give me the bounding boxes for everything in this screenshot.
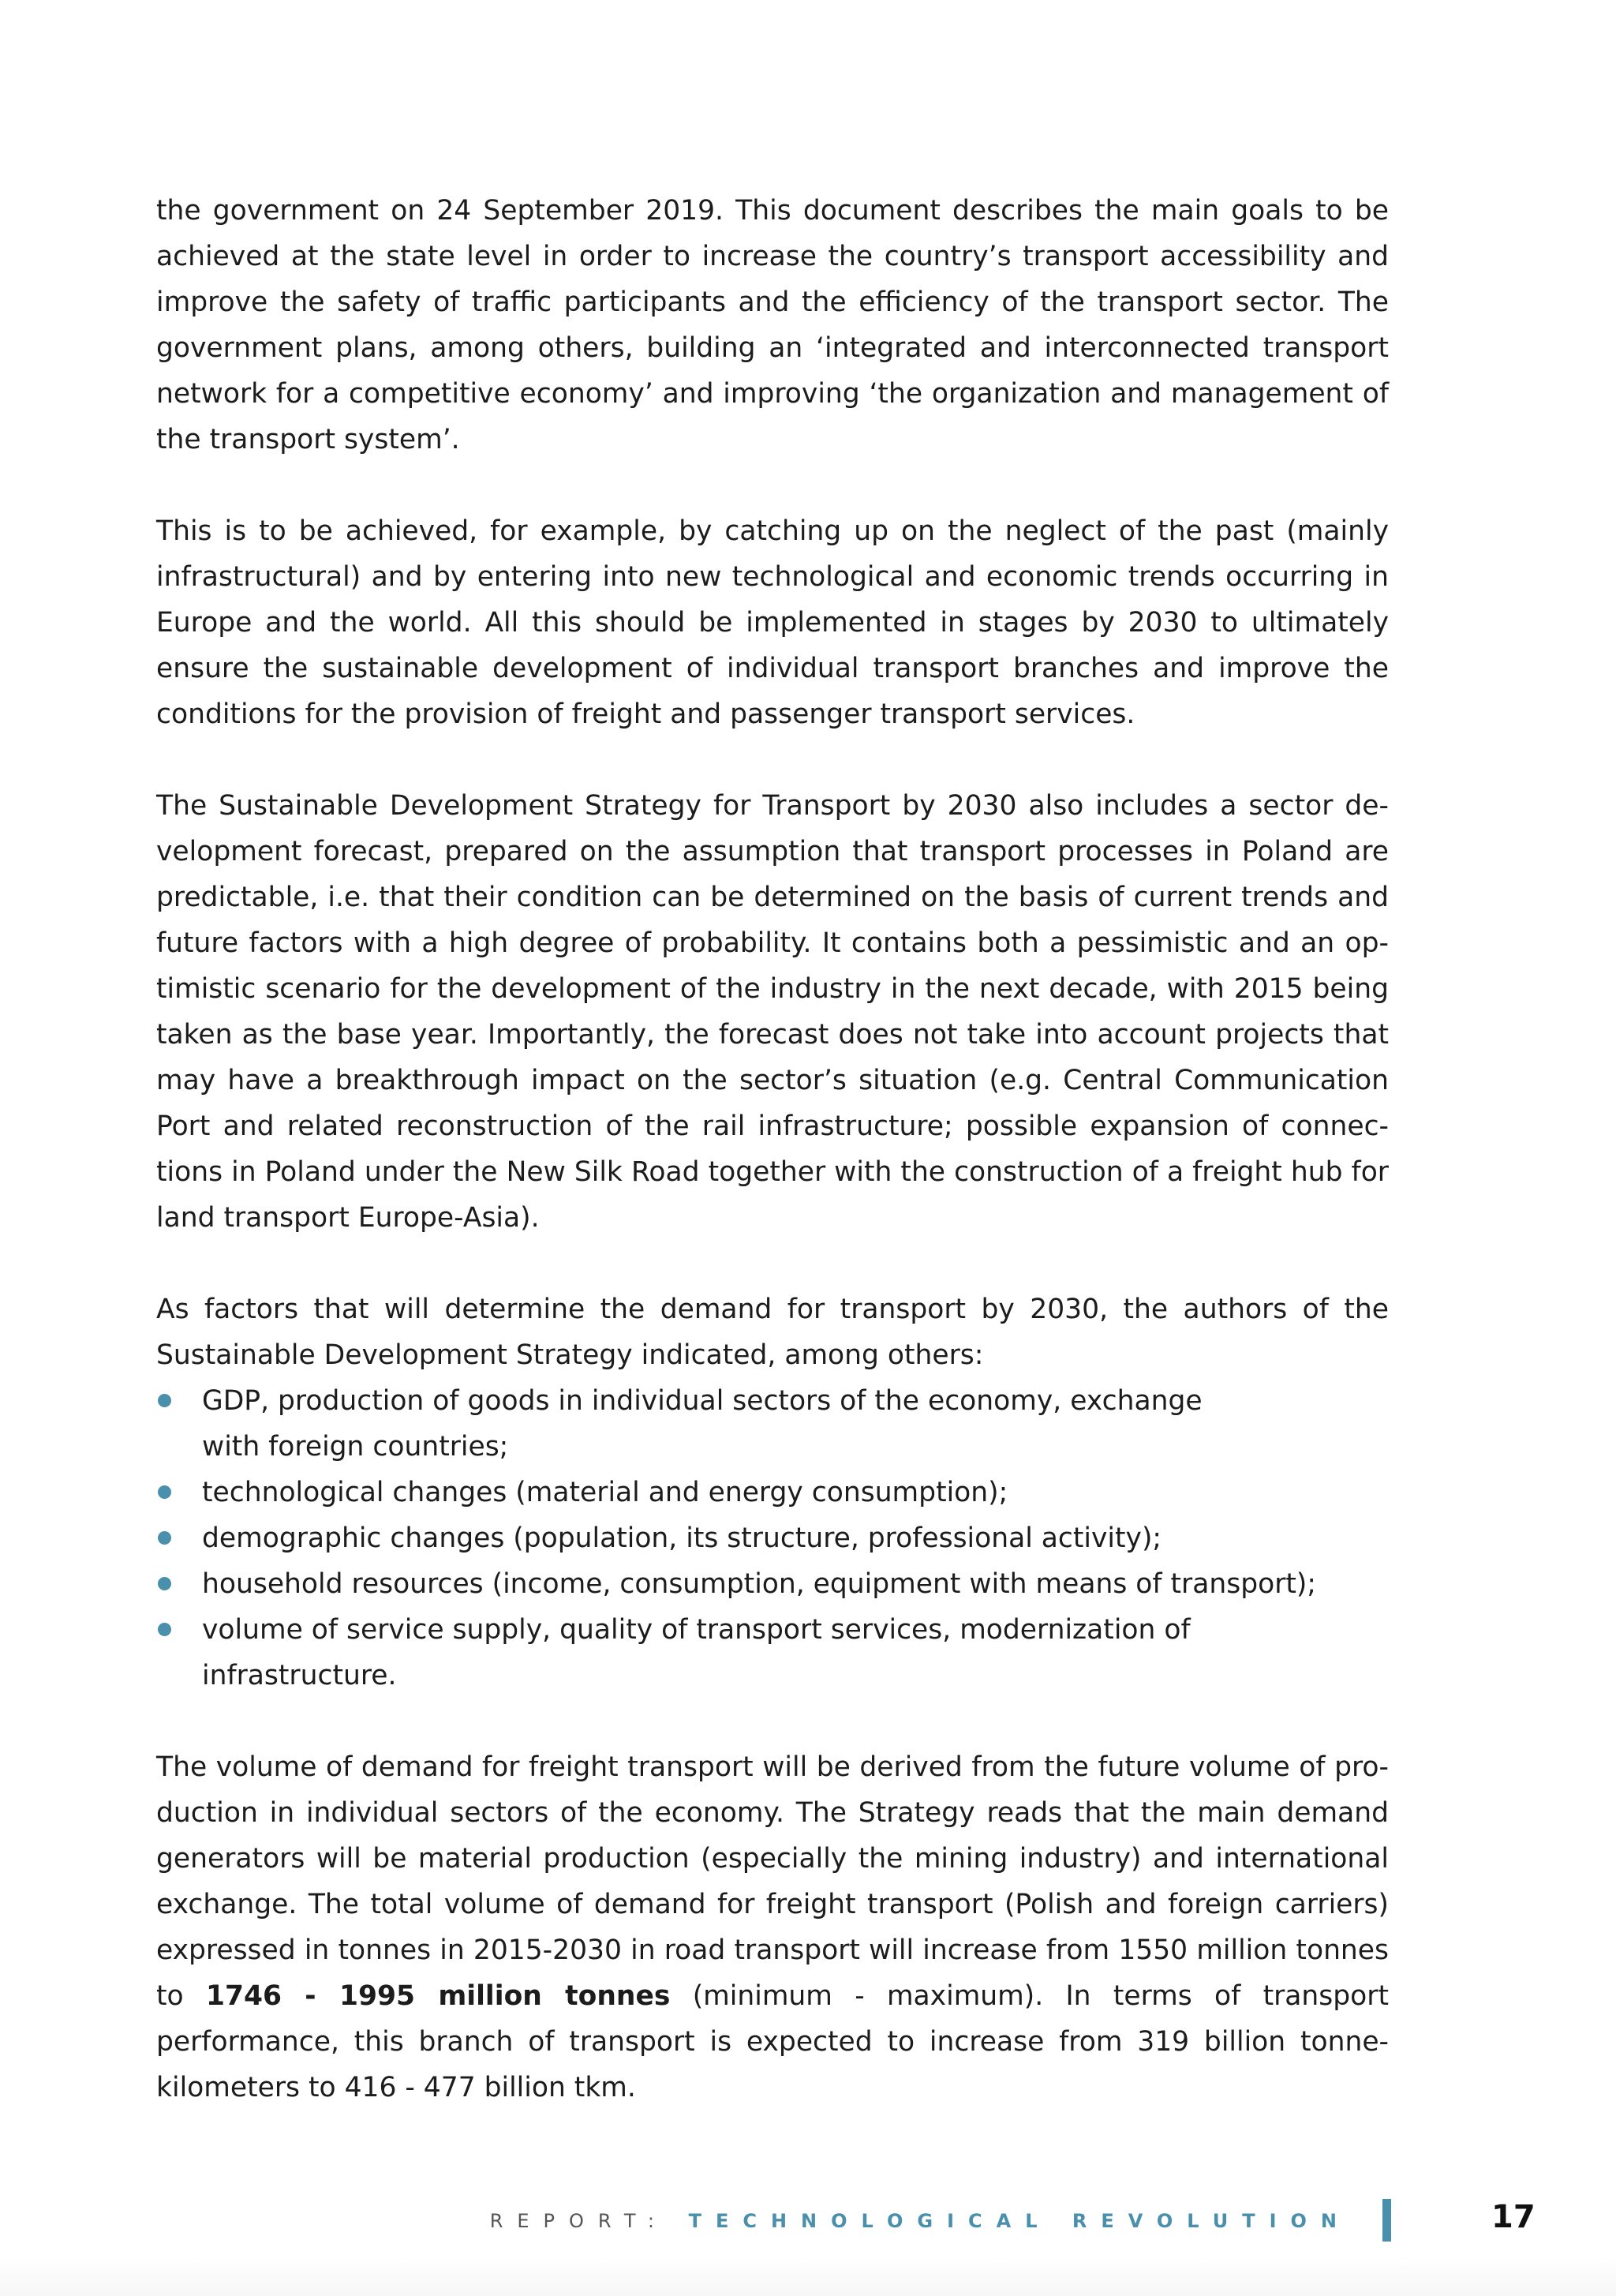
paragraph-5-start: The volume of demand for freight transport will be derived from the future volume of production in individual sectors of the economy. The Strategy reads that the main demand generators will be material production (especially the mining industry) and international exchange. The total volume of demand for freight transport (Polish and foreign carriers) expressed in tonnes in 2015-2030 in road transport will increase from 1550 million tonnes to (156, 1751, 1389, 2012)
paragraph-1: the government on 24 September 2019. This document describes the main goals to be achieved at the state level in order to increase the country’s transport accessibility and improve the safety of traffic participants and the efficiency of the transport sector. The government plans, among others, building an ‘integrated and interconnected transport network for a competitive economy’ and improving ‘the organization and management of the transport system’. (156, 195, 1389, 455)
highlight-tonnes: 1746 - 1995 million tonnes (205, 1980, 671, 2012)
list-item-text: GDP, production of goods in individual sectors of the economy, exchange with foreign countries; (202, 1385, 1203, 1463)
factor-list (156, 1378, 1389, 1699)
footer-divider (1382, 2199, 1391, 2242)
report-label: REPORT: (489, 2210, 668, 2232)
report-title (490, 2210, 1351, 2232)
list-item-text: technological changes (material and energy consumption); (202, 1477, 1008, 1508)
list-item (156, 1470, 1401, 1515)
paragraph-3: The Sustainable Development Strategy for Transport by 2030 also includes a sector development forecast, prepared on the assumption that transport processes in Poland are predictable, i.e. that their condition can be determined on the basis of current trends and future factors with a high degree of probability. It contains both a pessimistic and an optimistic scenario for the development of the industry in the next decade, with 2015 being taken as the base year. Importantly, the forecast does not take into account projects that may have a breakthrough impact on the sector’s situation (e.g. Central Communication Port and related reconstruction of the rail infrastructure; possible expansion of connections in Poland under the New Silk Road together with the construction of a freight hub for land transport Europe-Asia). (156, 790, 1389, 1234)
report-name: TECHNOLOGICAL REVOLUTION (688, 2210, 1351, 2232)
list-item (156, 1607, 1401, 1699)
paragraph-4: As factors that will determine the demand for transport by 2030, the authors of the Sustainable Development Strategy indicated, among others: (156, 1294, 1389, 1371)
paragraph-5-end: (minimum - maximum). In terms of transport performance, this branch of transport is expected to increase from 319 billion tonne-kilometers to 416 - 477 billion tkm. (156, 1980, 1389, 2103)
list-item (156, 1561, 1401, 1607)
list-item (156, 1515, 1401, 1561)
paragraph-2: This is to be achieved, for example, by catching up on the neglect of the past (mainly infrastructural) and by entering into new technological and economic trends occurring in Europe and the world. All this should be implemented in stages by 2030 to ultimately ensure the sustainable development of individual transport branches and improve the conditions for the provision of freight and passenger transport services. (156, 515, 1389, 730)
page-bottom-shade (0, 2257, 1616, 2296)
page-number: 17 (1491, 2199, 1536, 2235)
list-item-text: household resources (income, consumption, equipment with means of transport); (202, 1568, 1317, 1600)
list-item-text: demographic changes (population, its structure, professional activity); (202, 1523, 1162, 1554)
list-item (156, 1378, 1401, 1470)
page-footer (0, 2193, 1616, 2256)
paragraph-5 (156, 1744, 1389, 2111)
list-item-text: volume of service supply, quality of transport services, modernization of infrastructure. (202, 1614, 1191, 1691)
page-body (156, 188, 1389, 2111)
